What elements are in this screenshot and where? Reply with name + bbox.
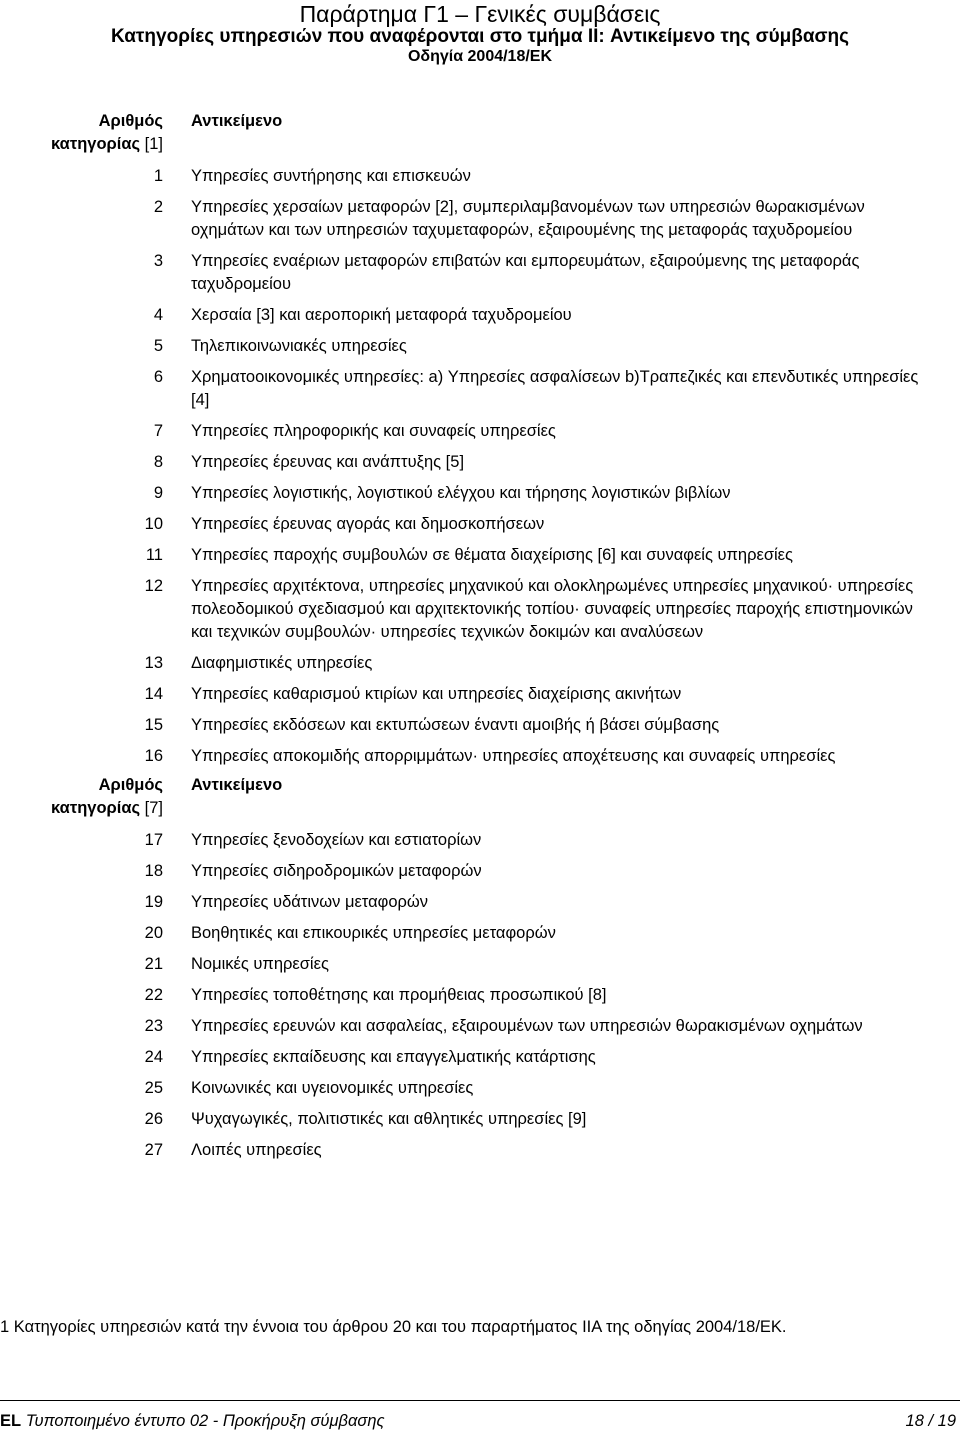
- category-number: 11: [145, 546, 163, 564]
- category-row: [0, 196, 960, 242]
- category-number: 4: [153, 306, 163, 324]
- category-subject: Χερσαία [3] και αεροπορική μεταφορά ταχυδρομείου: [191, 306, 572, 324]
- category-number: 3: [153, 252, 163, 270]
- category-row: [0, 304, 960, 327]
- directive-label: Οδηγία 2004/18/ΕΚ: [407, 48, 553, 65]
- category-subject: Χρηματοοικονομικές υπηρεσίες: a) Υπηρεσίες ασφαλίσεων b)Τραπεζικές και επενδυτικές υπηρεσίες [4]: [191, 368, 919, 409]
- category-number-header: Αριθμός κατηγορίας [7]: [51, 776, 163, 817]
- category-row: [0, 575, 960, 644]
- category-row: [0, 1139, 960, 1162]
- category-row: [0, 714, 960, 737]
- category-row: [0, 829, 960, 852]
- category-number: 15: [144, 716, 163, 734]
- language-code: EL: [0, 1412, 22, 1430]
- category-row: [0, 544, 960, 567]
- category-row: [0, 366, 960, 412]
- category-number: 17: [144, 831, 163, 849]
- category-row: [0, 451, 960, 474]
- category-number: 13: [144, 654, 163, 672]
- page-title: Παράρτημα Γ1 – Γενικές συμβάσεις: [299, 1, 661, 27]
- category-subject: Υπηρεσίες πληροφορικής και συναφείς υπηρεσίες: [191, 422, 556, 440]
- category-subject: Υπηρεσίες αρχιτέκτονα, υπηρεσίες μηχανικού και ολοκληρωμένες υπηρεσίες μηχανικού· υπηρεσίες πολεοδομικού σχεδιασμού και αρχιτεκτονικής τοπίου· συναφείς υπηρεσίες παροχής επιστημονικών και τεχνικών συμβουλών· υπηρεσίες τεχνικών δοκιμών και αναλύσεων: [191, 577, 914, 641]
- page-subtitle: Κατηγορίες υπηρεσιών που αναφέρονται στο τμήμα II: Αντικείμενο της σύμβασης: [110, 26, 850, 47]
- category-subject: Υπηρεσίες καθαρισμού κτιρίων και υπηρεσίες διαχείρισης ακινήτων: [191, 685, 682, 703]
- category-number: 24: [144, 1048, 163, 1066]
- table2-rows: [0, 829, 960, 1162]
- category-row: [0, 922, 960, 945]
- table1-header: [0, 110, 960, 156]
- category-number: 8: [153, 453, 163, 471]
- category-row: [0, 652, 960, 675]
- form-name: Τυποποιημένο έντυπο 02 - Προκήρυξη σύμβασης: [25, 1412, 385, 1430]
- category-subject: Υπηρεσίες ξενοδοχείων και εστιατορίων: [191, 831, 482, 849]
- category-subject: Τηλεπικοινωνιακές υπηρεσίες: [191, 337, 407, 355]
- category-row: [0, 335, 960, 358]
- category-subject: Υπηρεσίες έρευνας και ανάπτυξης [5]: [191, 453, 465, 471]
- table2-header: [0, 774, 960, 820]
- category-number: 18: [144, 862, 163, 880]
- category-subject: Βοηθητικές και επικουρικές υπηρεσίες μεταφορών: [191, 924, 556, 942]
- category-row: [0, 953, 960, 976]
- category-number: 6: [153, 368, 163, 386]
- category-subject: Υπηρεσίες εκπαίδευσης και επαγγελματικής κατάρτισης: [191, 1048, 596, 1066]
- category-subject: Διαφημιστικές υπηρεσίες: [191, 654, 373, 672]
- category-row: [0, 984, 960, 1007]
- category-number: 10: [144, 515, 163, 533]
- category-number: 5: [153, 337, 163, 355]
- category-row: [0, 1077, 960, 1100]
- category-number: 12: [144, 577, 163, 595]
- category-number: 25: [144, 1079, 163, 1097]
- category-number: 1: [153, 167, 163, 185]
- category-number: 7: [153, 422, 163, 440]
- category-subject: Υπηρεσίες σιδηροδρομικών μεταφορών: [191, 862, 482, 880]
- category-row: [0, 165, 960, 188]
- category-subject: Υπηρεσίες ερευνών και ασφαλείας, εξαιρουμένων των υπηρεσιών θωρακισμένων οχημάτων: [191, 1017, 863, 1035]
- category-row: [0, 420, 960, 443]
- category-number: 27: [144, 1141, 163, 1159]
- category-subject: Υπηρεσίες εκδόσεων και εκτυπώσεων έναντι αμοιβής ή βάσει σύμβασης: [191, 716, 720, 734]
- category-row: [0, 1015, 960, 1038]
- category-number: 26: [144, 1110, 163, 1128]
- category-number: 20: [144, 924, 163, 942]
- category-subject: Υπηρεσίες λογιστικής, λογιστικού ελέγχου και τήρησης λογιστικών βιβλίων: [191, 484, 731, 502]
- category-row: [0, 250, 960, 296]
- table1-rows: [0, 165, 960, 768]
- category-number: 16: [144, 747, 163, 765]
- category-subject: Υπηρεσίες εναέριων μεταφορών επιβατών και εμπορευμάτων, εξαιρούμενης της μεταφοράς ταχυδρομείου: [191, 252, 860, 293]
- service-categories-list: [0, 110, 960, 1162]
- category-subject: Υπηρεσίες παροχής συμβουλών σε θέματα διαχείρισης [6] και συναφείς υπηρεσίες: [191, 546, 793, 564]
- category-number: 23: [144, 1017, 163, 1035]
- category-row: [0, 891, 960, 914]
- category-row: [0, 1046, 960, 1069]
- category-number: 2: [153, 198, 163, 216]
- category-number: 19: [144, 893, 163, 911]
- footnote: 1 Κατηγορίες υπηρεσιών κατά την έννοια του άρθρου 20 και του παραρτήματος IIA της οδηγίας 2004/18/ΕΚ.: [0, 1318, 787, 1336]
- category-subject: Κοινωνικές και υγειονομικές υπηρεσίες: [191, 1079, 474, 1097]
- category-row: [0, 683, 960, 706]
- category-subject: Ψυχαγωγικές, πολιτιστικές και αθλητικές υπηρεσίες [9]: [191, 1110, 587, 1128]
- footer-divider: [0, 1400, 960, 1401]
- category-subject: Υπηρεσίες αποκομιδής απορριμμάτων· υπηρεσίες αποχέτευσης και συναφείς υπηρεσίες: [191, 747, 836, 765]
- subject-header: Αντικείμενο: [191, 112, 283, 130]
- subject-header: Αντικείμενο: [191, 776, 283, 794]
- category-row: [0, 860, 960, 883]
- category-row: [0, 513, 960, 536]
- category-number: 22: [144, 986, 163, 1004]
- category-number: 21: [144, 955, 163, 973]
- category-row: [0, 482, 960, 505]
- category-subject: Υπηρεσίες υδάτινων μεταφορών: [191, 893, 429, 911]
- category-subject: Υπηρεσίες έρευνας αγοράς και δημοσκοπήσεων: [191, 515, 545, 533]
- category-subject: Νομικές υπηρεσίες: [191, 955, 329, 973]
- page-number: 18 / 19: [905, 1412, 956, 1430]
- category-row: [0, 745, 960, 768]
- category-subject: Λοιπές υπηρεσίες: [191, 1141, 322, 1159]
- category-number-header: Αριθμός κατηγορίας [1]: [51, 112, 163, 153]
- category-subject: Υπηρεσίες χερσαίων μεταφορών [2], συμπεριλαμβανομένων των υπηρεσιών θωρακισμένων οχημάτων και των υπηρεσιών ταχυμεταφορών, εξαιρουμένης της μεταφοράς ταχυδρομείου: [191, 198, 865, 239]
- category-subject: Υπηρεσίες συντήρησης και επισκευών: [191, 167, 471, 185]
- category-row: [0, 1108, 960, 1131]
- category-number: 14: [144, 685, 163, 703]
- category-subject: Υπηρεσίες τοποθέτησης και προμήθειας προσωπικού [8]: [191, 986, 607, 1004]
- category-number: 9: [153, 484, 163, 502]
- page-footer: [0, 1410, 960, 1432]
